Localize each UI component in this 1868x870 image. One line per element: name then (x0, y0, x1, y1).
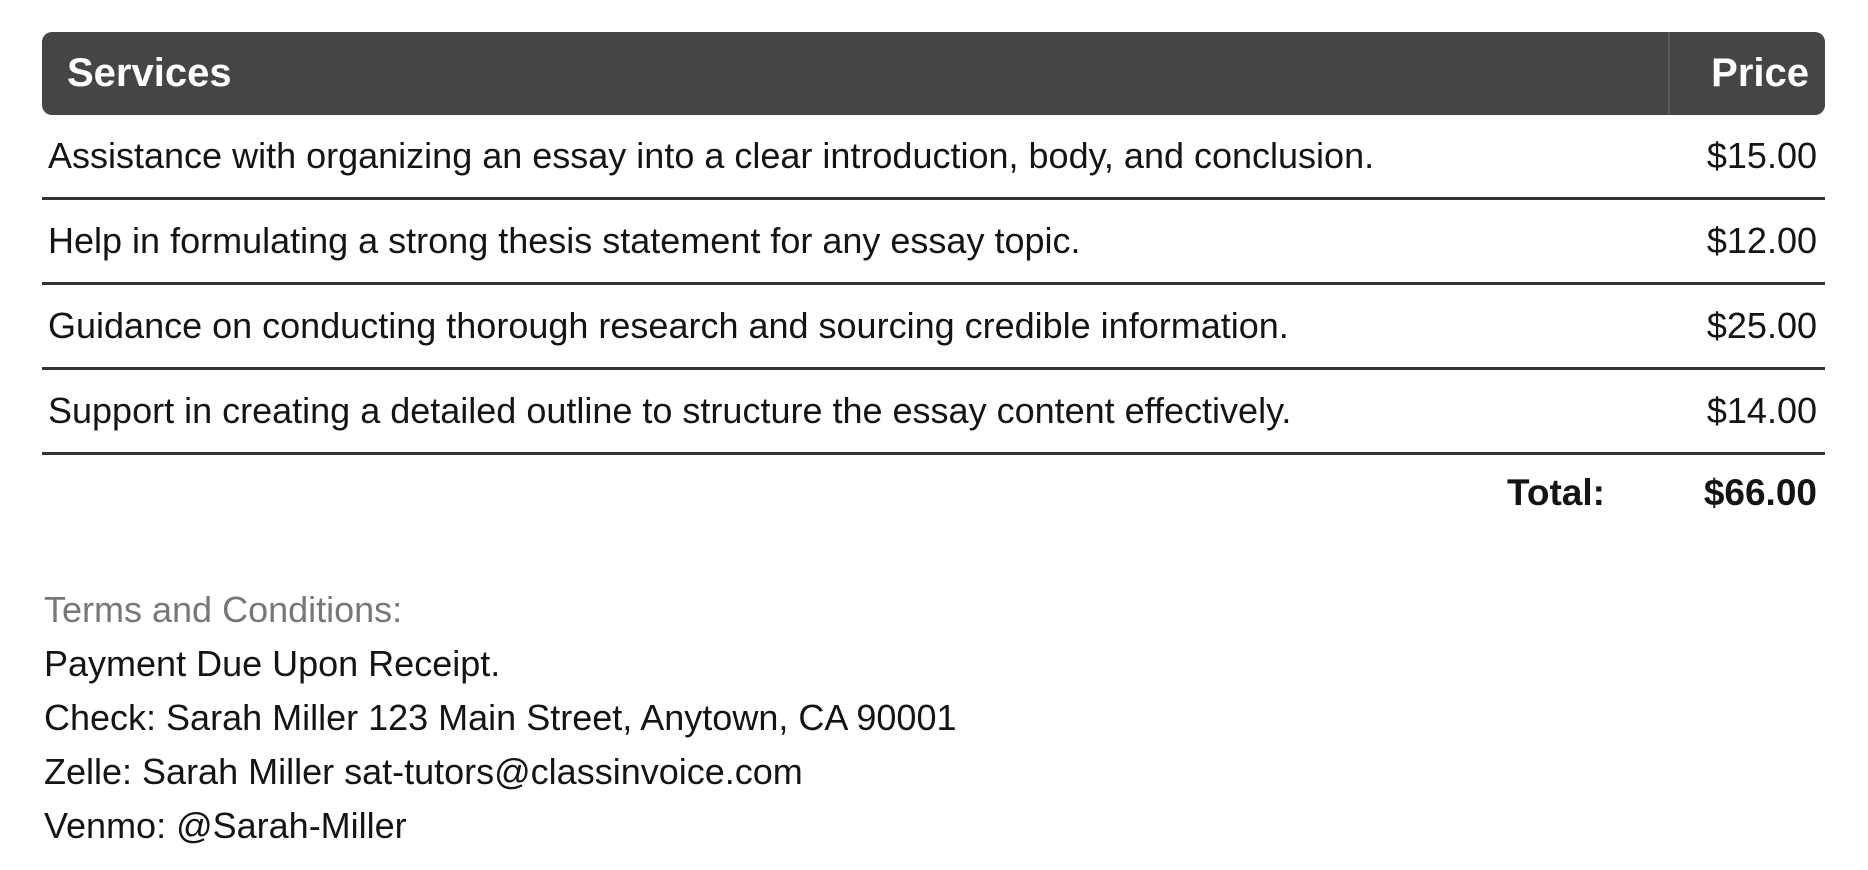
service-price: $15.00 (1706, 135, 1817, 176)
price-column-header: Price (1668, 32, 1825, 115)
table-row (42, 370, 1825, 455)
services-column-header: Services (67, 51, 232, 95)
service-description: Help in formulating a strong thesis statement for any essay topic. (48, 220, 1081, 261)
terms-line-payment: Payment Due Upon Receipt. (44, 643, 501, 684)
services-table-header (42, 32, 1825, 115)
service-description: Guidance on conducting thorough research and sourcing credible information. (48, 305, 1289, 346)
terms-line-check: Check: Sarah Miller 123 Main Street, Anytown, CA 90001 (44, 697, 957, 738)
service-description: Support in creating a detailed outline to structure the essay content effectively. (48, 390, 1292, 431)
service-price: $12.00 (1706, 220, 1817, 261)
total-amount: $66.00 (1703, 472, 1817, 513)
invoice-document (42, 32, 1825, 853)
terms-and-conditions-section (42, 583, 1825, 853)
terms-heading: Terms and Conditions: (44, 589, 403, 630)
table-row (42, 115, 1825, 200)
service-price: $25.00 (1706, 305, 1817, 346)
total-label: Total: (1507, 472, 1605, 513)
service-description: Assistance with organizing an essay into a clear introduction, body, and conclusion. (48, 135, 1375, 176)
table-row (42, 200, 1825, 285)
table-row (42, 285, 1825, 370)
terms-line-zelle: Zelle: Sarah Miller sat-tutors@classinvoice.com (44, 751, 803, 792)
total-row (42, 455, 1825, 531)
terms-line-venmo: Venmo: @Sarah-Miller (44, 805, 407, 846)
service-price: $14.00 (1706, 390, 1817, 431)
